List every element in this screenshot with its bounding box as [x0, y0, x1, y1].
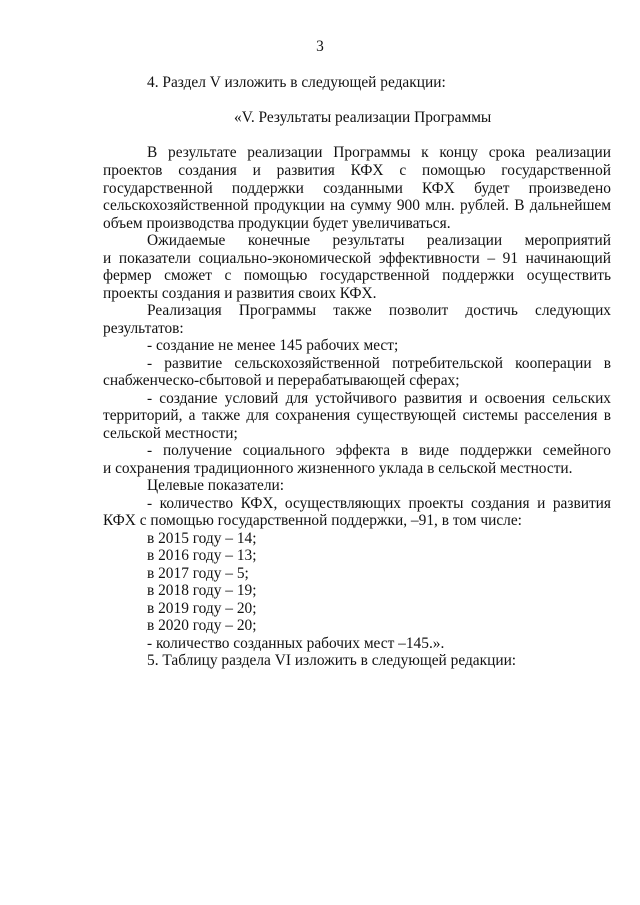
list-item: - создание условий для устойчивого развития и освоения сельских	[147, 390, 611, 407]
paragraph-line: Реализация Программы также позволит достичь следующих	[147, 302, 611, 319]
section-heading: «V. Результаты реализации Программы	[234, 109, 492, 126]
paragraph-line: проекты создания и развития своих КФХ.	[103, 285, 377, 302]
list-item: - количество созданных рабочих мест –145.».	[147, 635, 445, 652]
page-number: 3	[316, 38, 324, 55]
paragraph-line: сельскохозяйственной продукции на сумму 900 млн. рублей. В дальнейшем	[103, 197, 611, 214]
year-item: в 2016 году – 13;	[147, 547, 257, 564]
year-item: в 2017 году – 5;	[147, 565, 249, 582]
subheading: Целевые показатели:	[147, 477, 285, 494]
list-item: - количество КФХ, осуществляющих проекты создания и развития	[147, 495, 611, 512]
list-item-continuation: территорий, а также для сохранения существующей системы расселения в	[103, 407, 611, 424]
list-item-continuation: снабженческо-сбытовой и перерабатывающей сферах;	[103, 372, 460, 389]
year-item: в 2015 году – 14;	[147, 530, 257, 547]
paragraph-line: и показатели социально-экономической эффективности – 91 начинающий	[103, 250, 611, 267]
paragraph-line: В результате реализации Программы к концу срока реализации	[147, 144, 611, 161]
instruction-item-4: 4. Раздел V изложить в следующей редакции:	[147, 74, 446, 91]
list-item-continuation: сельской местности;	[103, 425, 238, 442]
paragraph-line: проектов создания и развития КФХ с помощью государственной	[103, 162, 611, 179]
year-item: в 2018 году – 19;	[147, 582, 257, 599]
paragraph-line: объем производства продукции будет увеличиваться.	[103, 215, 451, 232]
list-item-continuation: КФХ с помощью государственной поддержки, –91, в том числе:	[103, 512, 522, 529]
list-item: - развитие сельскохозяйственной потребительской кооперации в	[147, 355, 611, 372]
instruction-item-5: 5. Таблицу раздела VI изложить в следующей редакции:	[147, 652, 517, 669]
year-item: в 2019 году – 20;	[147, 600, 257, 617]
paragraph-line: Ожидаемые конечные результаты реализации мероприятий	[147, 232, 611, 249]
year-item: в 2020 году – 20;	[147, 617, 257, 634]
list-item: - получение социального эффекта в виде поддержки семейного	[147, 442, 611, 459]
paragraph-line: государственной поддержки созданными КФХ будет произведено	[103, 180, 611, 197]
paragraph-line: фермер сможет с помощью государственной поддержки осуществить	[103, 267, 611, 284]
paragraph-line: результатов:	[103, 320, 184, 337]
list-item-continuation: и сохранения традиционного жизненного уклада в сельской местности.	[103, 460, 573, 477]
list-item: - создание не менее 145 рабочих мест;	[147, 337, 399, 354]
